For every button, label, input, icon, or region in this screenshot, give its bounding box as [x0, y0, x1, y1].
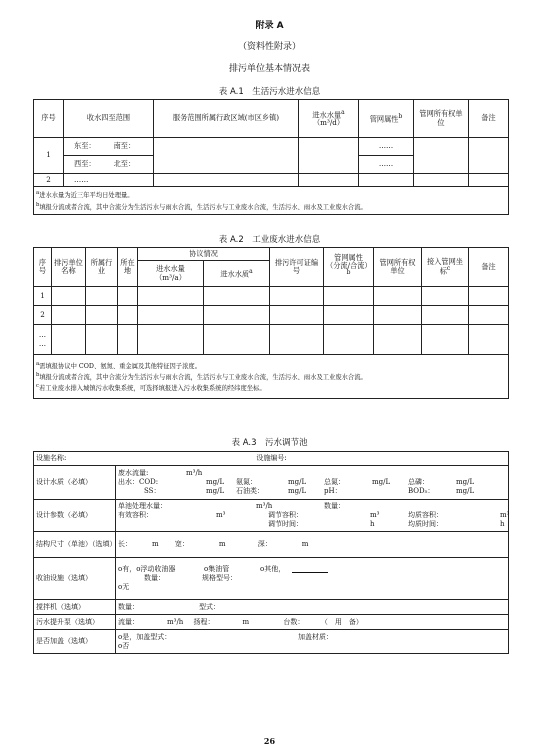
a3-cover-label: 是否加盖（选填） [34, 630, 116, 654]
a2-h-unit: 排污单位名称 [52, 248, 86, 287]
a1-row-1-net2: …… [359, 156, 414, 174]
a3-device-row: 设施名称: 设施编号: [34, 452, 509, 466]
a3-oil-other-blank [292, 572, 328, 573]
a3-quality-label: 设计水质（必填） [34, 466, 116, 500]
a2-row-1-seq: 1 [34, 287, 52, 306]
a1-h-range: 收水四至范围 [64, 100, 154, 138]
a2-row-2-seq: 2 [34, 306, 52, 325]
a1-h-remark: 备注 [469, 100, 509, 138]
a2-h-seq: 序号 [34, 248, 52, 287]
a3-param-values: 单池处理水量： m³/h 数量： 有效容积： m³ 调节容积： m³ 均质容积： m³ 调节时间： h 均质时间： h [116, 500, 509, 532]
a2-row-3-seq: … … [34, 325, 52, 355]
a1-row-2-range: …… [64, 174, 154, 187]
table-a1 [33, 99, 509, 215]
a1-row-1-net1: …… [359, 138, 414, 156]
a2-h-inflow: 进水水量 （m³/a） [138, 261, 204, 287]
page-number: 26 [263, 736, 276, 746]
a2-h-remark: 备注 [469, 248, 509, 287]
a2-h-owner: 管网所有权单位 [374, 248, 422, 287]
table-a3-caption: 表 A.3 污水调节池 [231, 438, 308, 448]
table-a2 [33, 247, 509, 399]
a1-row-1-seq: 1 [34, 138, 64, 174]
a1-notes: $^a$进水水量为近三年平均日处理量。 $^b$填报分流或者合流，其中合流分为生活污水与雨水合流，生活污水与工业废水合流，生活污水、雨水及工业废水合流。 [34, 187, 509, 215]
a3-pump-label: 污水提升泵（选填） [34, 615, 116, 630]
a1-row-1-es: 东至： 南至： [64, 138, 154, 156]
a1-row-1-wn: 西至： 北至： [64, 156, 154, 174]
a3-mixer-label: 搅拌机（选填） [34, 600, 116, 615]
a2-h-permit: 排污许可证编号 [270, 248, 324, 287]
appendix-nature: （资料性附录） [237, 42, 301, 52]
a2-h-location: 所在地 [118, 248, 138, 287]
a3-param-label: 设计参数（必填） [34, 500, 116, 532]
a3-pump-values: 流量： m³/h 扬程： m 台数： （ 用 备） [116, 615, 509, 630]
a1-h-admin: 服务范围所属行政区域(市区乡镇) [154, 100, 299, 138]
a1-h-owner: 管网所有权单位 [414, 100, 469, 138]
a2-h-network: 管网属性 （分流/合流）$^b$ [324, 248, 374, 287]
a3-struct-values: 长： m 宽： m 深： m [116, 532, 509, 558]
a1-h-inflow: 进水水量$^a$ （m³/d） [299, 100, 359, 138]
page-title: 排污单位基本情况表 [228, 64, 310, 74]
a1-h-network: 管网属性$^b$ [359, 100, 414, 138]
a2-h-quality: 进水水质$^a$ [204, 261, 270, 287]
table-a3 [33, 451, 509, 654]
a1-h-seq: 序号 [34, 100, 64, 138]
a3-quality-values: 废水流量: m³/h 出水：COD: mg/L 氨氮： mg/L 总氮： mg/L 总磷： mg/L SS： mg/L 石油类： mg/L pH： BOD₅： mg/L [116, 466, 509, 500]
table-a2-caption: 表 A.2 工业废水进水信息 [218, 235, 321, 245]
a3-oil-values: o有，o浮动收油器 o集油管 o其他， 数量： 规格型号： o无 [116, 558, 509, 600]
table-a1-caption: 表 A.1 生活污水进水信息 [218, 87, 321, 97]
appendix-label: 附录 A [255, 21, 284, 31]
a2-notes: $^a$需填报协议中 COD、氨氮、重金属及其他特征因子浓度。 $^b$填报分流或者合流，其中合流分为生活污水与雨水合流，生活污水与工业废水合流，生活污水、雨水及工业废水合流。 $^c$若工业废水排入城镇污水收集系统，可选择填报进入污水收集系统的经纬度坐标。 [34, 355, 509, 399]
a2-h-industry: 所属行业 [86, 248, 118, 287]
a3-mixer-values: 数量： 型式： [116, 600, 509, 615]
a3-oil-label: 收油设施（选填） [34, 558, 116, 600]
a2-h-coord: 接入管网坐标$^c$ [422, 248, 469, 287]
a1-row-2-seq: 2 [34, 174, 64, 187]
a2-h-agreement: 协议情况 [138, 248, 270, 261]
a3-cover-values: o是，加盖型式： 加盖材质： o否 [116, 630, 509, 654]
a3-struct-label: 结构尺寸（单池）（选填） [34, 532, 116, 558]
